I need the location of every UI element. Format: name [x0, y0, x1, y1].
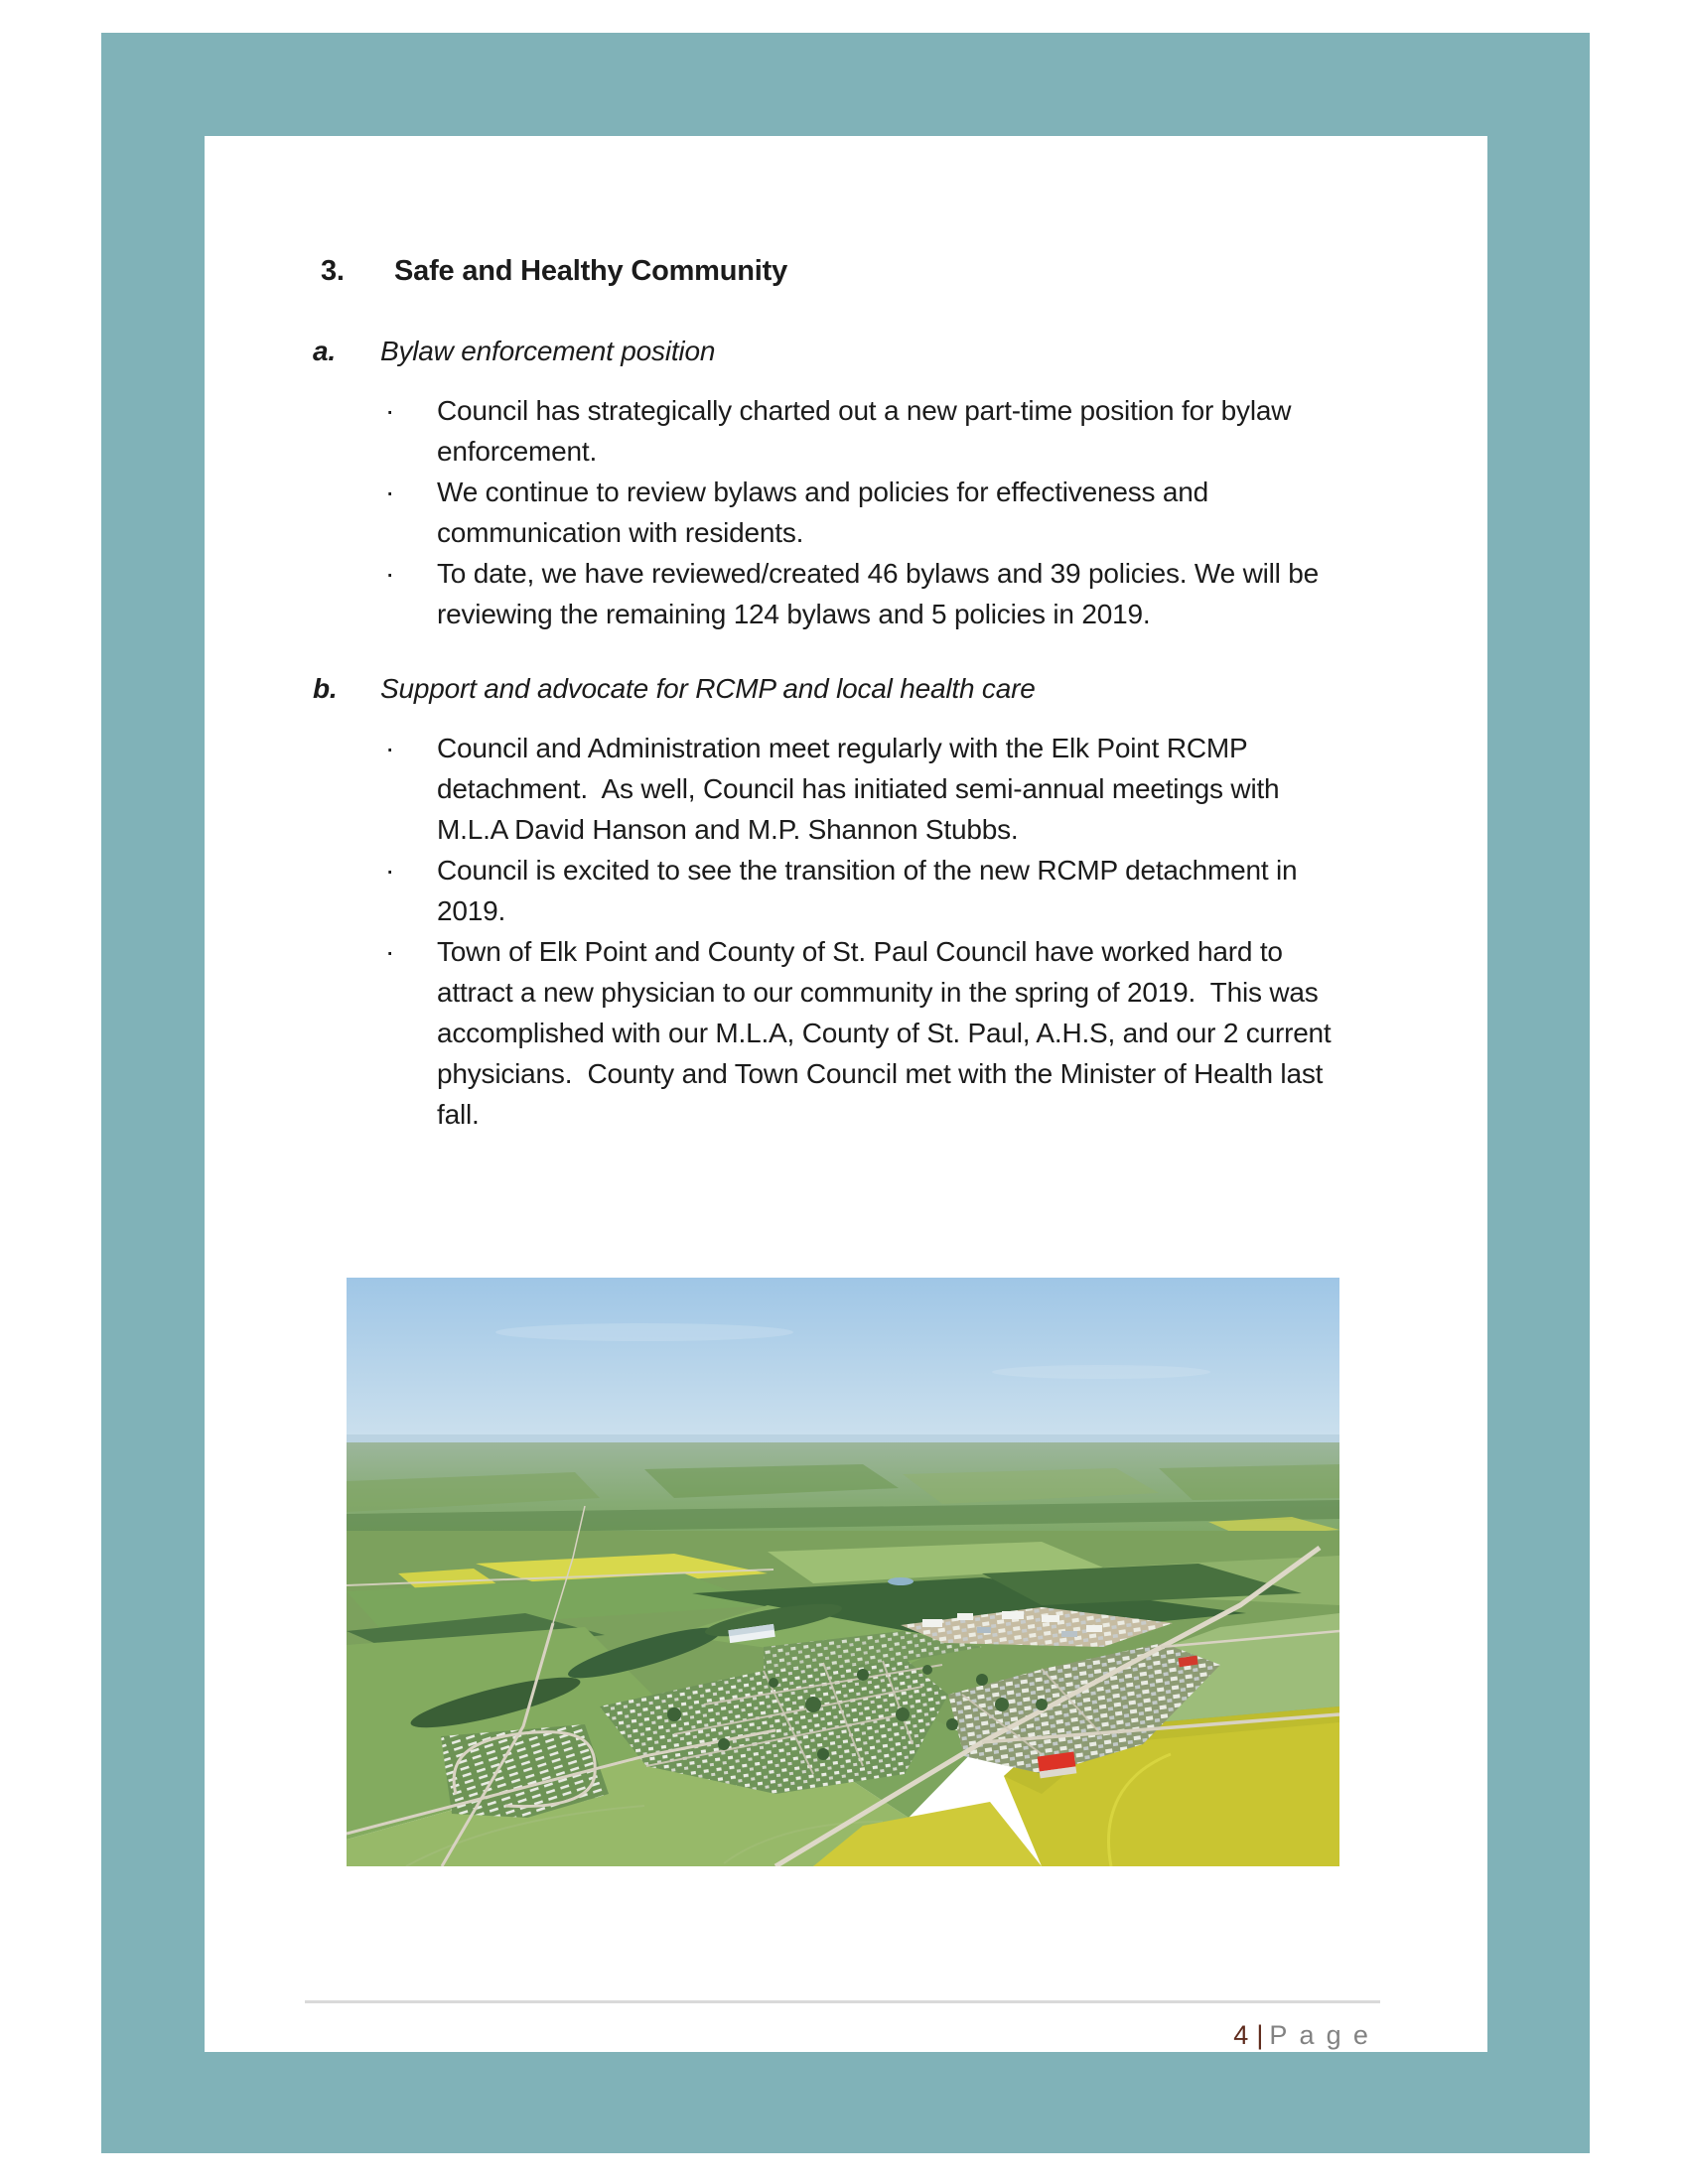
subsection-a-title: Bylaw enforcement position	[380, 336, 716, 366]
bullet-text: We continue to review bylaws and policies for effectiveness and communication with residents.	[437, 477, 1216, 548]
section-number: 3.	[321, 255, 345, 287]
list-item	[385, 553, 1368, 634]
bullet-text: To date, we have reviewed/created 46 bylaws and 39 policies. We will be reviewing the remaining 124 bylaws and 5 policies in 2019.	[437, 558, 1327, 629]
page-footer	[1233, 2015, 1380, 2055]
aerial-photo-of-town	[347, 1278, 1339, 1866]
bullet-text: Council and Administration meet regularly with the Elk Point RCMP detachment. As well, Council has initiated semi-annual meetings with M.L.A David Hanson and M.P. Shannon Stubbs.	[437, 733, 1288, 845]
bullet-dot: ·	[385, 477, 395, 507]
footer-rule	[305, 2000, 1380, 2003]
subsection-b-title: Support and advocate for RCMP and local health care	[380, 673, 1036, 704]
document-page	[205, 136, 1487, 2052]
bullet-dot: ·	[385, 558, 395, 589]
bullet-dot: ·	[385, 855, 395, 886]
bullet-text: Town of Elk Point and County of St. Paul Council have worked hard to attract a new physician to our community in the spring of 2019. This was accomplished with our M.L.A, County of St. Paul, A.H.S, and our 2 current physicians. County and Town Council met with the Minister of Health last fall.	[437, 936, 1339, 1130]
bullet-list-b	[385, 728, 1368, 1135]
footer-separator: |	[1256, 2020, 1264, 2050]
list-item	[385, 728, 1368, 850]
subsection-b-marker: b.	[313, 673, 338, 704]
list-item	[385, 931, 1368, 1135]
bullet-dot: ·	[385, 395, 395, 426]
list-item	[385, 472, 1368, 553]
page-number: 4	[1233, 2020, 1251, 2050]
bullet-text: Council is excited to see the transition of the new RCMP detachment in 2019.	[437, 855, 1305, 926]
footer-page-label: Page	[1269, 2020, 1380, 2050]
bullet-list-a	[385, 390, 1368, 634]
subsection-a-marker: a.	[313, 336, 336, 366]
aerial-photo-graphic	[347, 1278, 1339, 1866]
section-heading	[321, 250, 787, 292]
section-title: Safe and Healthy Community	[394, 255, 788, 287]
list-item	[385, 850, 1368, 931]
subsection-a-heading	[313, 331, 715, 372]
bullet-dot: ·	[385, 733, 395, 763]
bullet-dot: ·	[385, 936, 395, 967]
subsection-b-heading	[313, 668, 1036, 710]
list-item	[385, 390, 1368, 472]
bullet-text: Council has strategically charted out a new part-time position for bylaw enforcement.	[437, 395, 1299, 467]
